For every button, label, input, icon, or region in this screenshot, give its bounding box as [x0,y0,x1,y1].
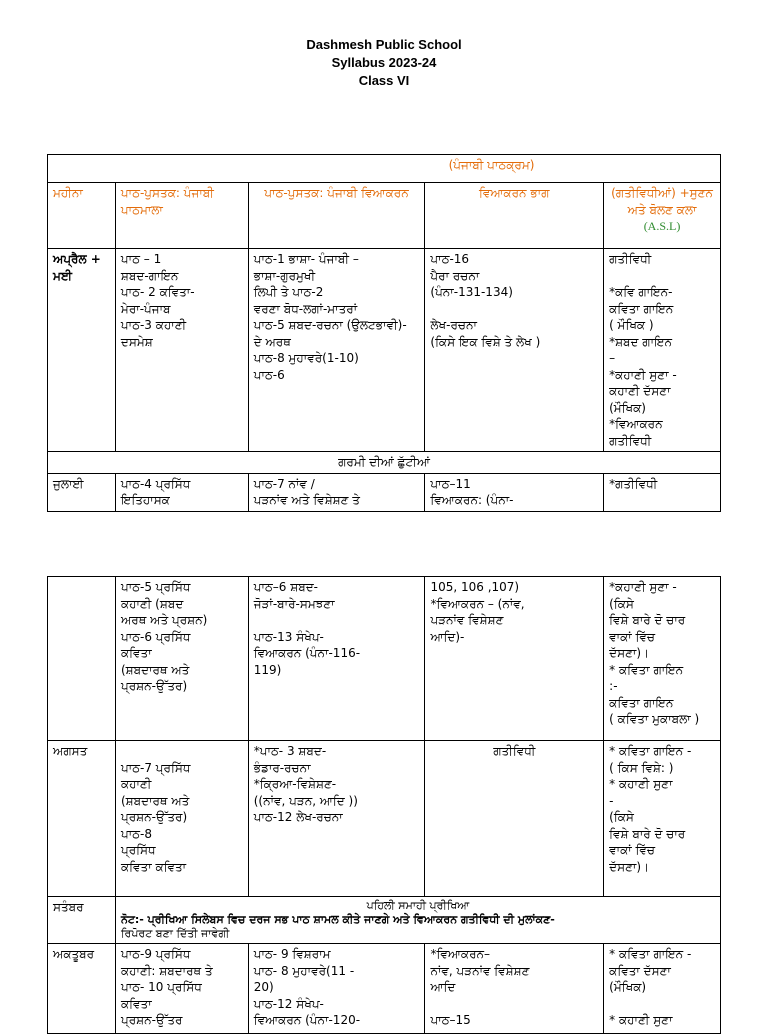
table-row [48,944,721,1034]
cell-line: ਪ੍ਰਸ਼ਨ-ਉੱਤਰ) [120,679,188,693]
cell-line: ਪਾਠ-9 ਪ੍ਰਸਿੱਧ [120,947,191,961]
exam-row [48,897,721,944]
textbook-cell [115,473,248,511]
cell-line: ਪਾਠ–15 [430,1013,471,1027]
activities-label: (ਗਤੀਵਿਧੀਆਂ) +ਸੁਣਨ ਅਤੇ ਬੋਲਣ ਕਲਾ [611,186,713,217]
cell-line: ਕਵਿਤਾ ਗਾਇਨ [609,301,674,316]
cell-line: *ਕਹਾਣੀ ਸੁਣਾ - [609,580,677,594]
cell-line: ਵਰਣਾ ਬੋਧ-ਲਗਾਂ-ਮਾਤਰਾਂ [253,301,358,316]
cell-line: ਕਵਿਤਾ [120,646,152,660]
month-cell: ਅਕਤੂਬਰ [48,944,116,1034]
asl-label: (A.S.L) [643,219,681,233]
cell-line: ਪਾਠ-7 ਨਾਂਵ / [253,476,315,491]
grammar-book-cell [248,249,425,452]
cell-line: – [609,351,616,365]
cell-line: ਪਾਠ-12 ਲੇਖ-ਰਚਨਾ [253,810,343,824]
cell-line: ਦੱਸਣਾ)। [609,646,650,660]
textbook-cell [115,249,248,452]
cell-line: 105, 106 ,107) [430,580,520,594]
cell-line: ਪ੍ਰਸਿੱਧ [120,843,156,857]
cell-line: ਕਹਾਣੀ (ਸ਼ਬਦ [120,596,184,611]
cell-line: ਪਾਠ-3 ਕਹਾਣੀ [120,318,187,332]
cell-line: ਪਾਠ-7 ਪ੍ਰਸਿੱਧ [120,760,191,775]
cell-line: ਵਿਆਕਰਨ (ਪੰਨਾ-120- [253,1013,361,1027]
syllabus-year: Syllabus 2023-24 [331,55,437,70]
cell-line: ਗਤੀਵਿਧੀ [609,433,652,448]
cell-line: ਨਾਂਵ, ਪੜਨਾਂਵ ਵਿਸ਼ੇਸ਼ਣ [430,963,530,978]
cell-line [609,996,715,1013]
cell-line: ਜੋੜਾਂ-ਬਾਰੇ-ਸਮਝਣਾ [253,596,335,611]
cell-line: ਕਵਿਤਾ ਕਵਿਤਾ [120,859,187,874]
cell-line: ਗਤੀਵਿਧੀ [493,744,536,758]
cell-line [254,612,420,629]
cell-line: ਕਵਿਤਾ ਦੱਸਣਾ [609,963,671,978]
cell-line: ( ਮੌਖਿਕ ) [609,318,654,332]
cell-line: ਭੰਡਾਰ-ਰਚਨਾ [253,760,311,775]
cell-line: * ਕਵਿਤਾ ਗਾਇਨ [609,662,684,677]
table-row [48,249,721,452]
cell-line: ਪਾਠ–6 ਸ਼ਬਦ- [253,580,319,594]
activities-cell [604,577,721,741]
cell-line: ਵਿਸ਼ੇ ਬਾਰੇ ਦੋ ਚਾਰ [609,826,686,841]
cell-line: ਪਾਠ- 10 ਪ੍ਰਸਿੱਧ [120,980,202,994]
activities-cell [604,944,721,1034]
class-name: Class VI [358,73,410,88]
cell-line: ਪਾਠ- 2 ਕਵਿਤਾ- [120,285,195,299]
grammar-part-cell [425,741,604,897]
grammar-part-cell [425,577,604,741]
cell-line: ਆਦਿ [430,980,456,994]
textbook-cell [115,944,248,1034]
cell-line: ((ਨਾਂਵ, ਪੜਨ, ਆਦਿ )) [253,793,358,808]
table-title: (ਪੰਜਾਬੀ ਪਾਠਕ੍ਰਮ) [48,155,721,183]
cell-line: ਪਾਠ-13 ਸੰਖੇਪ- [253,629,324,644]
cell-line: *ਵਿਆਕਰਨ – (ਨਾਂਵ, [430,596,525,611]
column-header-grammar-part: ਵਿਆਕਰਨ ਭਾਗ [425,183,604,249]
cell-line: ਪਾਠ-5 ਪ੍ਰਸਿੱਧ [120,580,191,594]
syllabus-table-2 [47,576,721,1034]
cell-line: ਕਵਿਤਾ [120,996,152,1011]
cell-line: * ਕਹਾਣੀ ਸੁਣਾ [609,777,673,791]
cell-line: *ਕ੍ਰਿਆ-ਵਿਸ਼ੇਸ਼ਣ- [253,777,337,791]
cell-line: ਪਾਠ – 1 [120,252,162,266]
cell-line: 20) [253,980,274,994]
grammar-part-cell [425,473,604,511]
cell-line: (ਪੰਨਾ-131-134) [430,285,513,299]
cell-line: ਪ੍ਰਸ਼ਨ-ਉੱਤਰ) [120,810,188,824]
cell-line: * ਕਵਿਤਾ ਗਾਇਨ - [609,744,692,758]
cell-line: ਲੇਖ-ਰਚਨਾ [430,318,477,332]
cell-line: (ਮੌਖਿਕ) [609,980,647,994]
cell-line: ਪੜਨਾਂਵ ਅਤੇ ਵਿਸ਼ੇਸ਼ਣ ਤੇ [253,493,360,507]
syllabus-table-1 [47,154,721,512]
cell-line: ਪਾਠ-8 [120,826,152,841]
cell-line: ਮੇਰਾ-ਪੰਜਾਬ [120,301,171,316]
cell-line: ਕਹਾਣੀ [120,777,152,791]
cell-line: *ਕਹਾਣੀ ਸੁਣਾ - [609,367,677,382]
document-header [0,36,768,90]
column-header-month: ਮਹੀਨਾ [48,183,116,249]
cell-line: ਪ੍ਰਸ਼ਨ-ਉੱਤਰ [120,1013,183,1027]
exam-note: ਨੋਟ:- ਪ੍ਰੀਖਿਆ ਸਿਲੇਬਸ ਵਿਚ ਦਰਜ ਸਭ ਪਾਠ ਸ਼ਾਮਲ ਕੀਤੇ ਜਾਣਗੇ ਅਤੇ ਵਿਆਕਰਨ ਗਤੀਵਿਧੀ ਦੀ ਮੁਲਾਂਕਣ- [120,913,555,926]
cell-line: ( ਕਵਿਤਾ ਮੁਕਾਬਲਾ ) [609,712,700,726]
cell-line: (ਕਿਸੇ [609,810,634,824]
cell-line: ਵਾਕਾਂ ਵਿੱਚ [609,843,655,857]
cell-line: ਕਹਾਣੀ: ਸ਼ਬਦਾਰਥ ਤੇ [120,963,213,978]
cell-line: *ਵਿਆਕਰਨ– [430,947,491,961]
exam-cell [115,897,720,944]
cell-line: ਵਿਆਕਰਨ (ਪੰਨਾ-116- [253,646,361,660]
cell-line: (ਮੌਖਿਕ) [609,400,646,415]
cell-line: (ਕਿਸੇ ਇਕ ਵਿਸ਼ੇ ਤੇ ਲੇਖ ) [430,334,541,349]
grammar-part-cell [425,249,604,452]
cell-line: ਵਾਕਾਂ ਵਿੱਚ [609,629,655,644]
cell-line: *ਪਾਠ- 3 ਸ਼ਬਦ- [253,744,327,758]
month-cell: ਜੁਲਾਈ [48,473,116,511]
cell-line: * ਕਵਿਤਾ ਗਾਇਨ - [609,947,692,961]
grammar-book-cell [248,944,425,1034]
grammar-part-cell [425,944,604,1034]
activities-cell [604,741,721,897]
month-cell [48,577,116,741]
column-header-activities [604,183,721,249]
vacation-label: ਗਰਮੀ ਦੀਆਂ ਛੁੱਟੀਆਂ [48,452,721,474]
textbook-cell [115,577,248,741]
month-cell: ਅਗਸਤ [48,741,116,897]
cell-line [121,743,243,760]
textbook-cell [115,741,248,897]
cell-line: ਅਰਥ ਅਤੇ ਪ੍ਰਸ਼ਨ) [120,613,208,627]
cell-line: *ਵਿਆਕਰਨ [609,417,663,431]
cell-line: ਆਦਿ)- [430,629,465,644]
cell-line [430,996,598,1013]
cell-line: ਪਾਠ–11 [430,476,471,491]
cell-line: * ਕਹਾਣੀ ਸੁਣਾ [609,1013,673,1027]
grammar-book-cell [248,473,425,511]
cell-line: ਦੇ ਅਰਥ [253,334,291,349]
cell-line: ਕਵਿਤਾ ਗਾਇਨ [609,695,674,710]
cell-line: ਪਾਠ-1 ਭਾਸ਼ਾ- ਪੰਜਾਬੀ – [253,252,359,266]
cell-line: ਪਾਠ-12 ਸੰਖੇਪ- [253,996,324,1011]
cell-line: ਪਾਠ-4 ਪ੍ਰਸਿੱਧ [120,476,191,491]
cell-line: :- [609,679,618,693]
cell-line: ਪਾਠ-5 ਸ਼ਬਦ-ਰਚਨਾ (ਉਲਟਭਾਵੀ)- [253,318,407,332]
cell-line: (ਸ਼ਬਦਾਰਥ ਅਤੇ [120,662,190,677]
cell-line: *ਸ਼ਬਦ ਗਾਇਨ [609,334,673,349]
activities-cell [604,249,721,452]
cell-line: (ਸ਼ਬਦਾਰਥ ਅਤੇ [120,793,190,808]
cell-line: ਦਸਮੇਸ਼ [120,334,153,349]
cell-line: ਪਾਠ- 8 ਮੁਹਾਵਰੇ(11 - [253,963,355,978]
cell-line: ਪਾਠ-6 ਪ੍ਰਸਿੱਧ [120,629,191,644]
cell-line: ਵਿਆਕਰਨ: (ਪੰਨਾ- [430,493,514,507]
cell-line [430,301,598,318]
exam-title: ਪਹਿਲੀ ਸਮਾਹੀ ਪ੍ਰੀਖਿਆ [366,899,470,912]
cell-line: ਪੜਨਾਂਵ ਵਿਸ਼ੇਸ਼ਣ [430,613,504,627]
cell-line: ਗਤੀਵਿਧੀ [609,252,652,266]
grammar-book-cell [248,577,425,741]
table-row [48,741,721,897]
cell-line: *ਗਤੀਵਿਧੀ [609,476,658,491]
cell-line: ਪਾਠ-8 ਮੁਹਾਵਰੇ(1-10) [253,351,359,365]
cell-line: ਭਾਸ਼ਾ-ਗੁਰਮੁਖੀ [253,268,316,283]
cell-line: ਕਹਾਣੀ ਦੱਸਣਾ [609,384,671,398]
table-title-row [48,155,721,183]
column-header-textbook: ਪਾਠ-ਪੁਸਤਕ: ਪੰਜਾਬੀ ਪਾਠਮਾਲਾ [115,183,248,249]
month-cell: ਅਪ੍ਰੈਲ + ਮਈ [48,249,116,452]
cell-line: - [609,793,614,808]
cell-line: ਪੈਰਾ ਰਚਨਾ [430,268,480,283]
cell-line: ਲਿਪੀ ਤੇ ਪਾਠ-2 [253,285,324,299]
cell-line: ਇਤਿਹਾਸਕ [120,493,170,507]
table-row [48,473,721,511]
vacation-row [48,452,721,474]
cell-line: ਪਾਠ-6 [253,367,285,382]
table-row [48,577,721,741]
column-header-grammar-book: ਪਾਠ-ਪੁਸਤਕ: ਪੰਜਾਬੀ ਵਿਆਕਰਨ [248,183,425,249]
activities-cell [604,473,721,511]
month-cell: ਸਤੰਬਰ [48,897,116,944]
cell-line: (ਕਿਸੇ [609,596,634,611]
cell-line: ਵਿਸ਼ੇ ਬਾਰੇ ਦੋ ਚਾਰ [609,613,686,627]
cell-line: 119) [253,662,282,677]
grammar-book-cell [248,741,425,897]
exam-note-2: ਰਿਪੋਰਟ ਬਣਾ ਦਿੱਤੀ ਜਾਵੇਗੀ [120,927,230,940]
cell-line: ਦੱਸਣਾ)। [609,859,650,874]
cell-line: ਪਾਠ-16 [430,252,470,266]
cell-line: ਸ਼ਬਦ-ਗਾਇਨ [120,268,179,283]
cell-line: *ਕਵਿ ਗਾਇਨ- [609,285,673,299]
column-header-row [48,183,721,249]
school-name: Dashmesh Public School [306,37,462,52]
cell-line [609,268,715,285]
cell-line: ਪਾਠ- 9 ਵਿਸ਼ਰਾਮ [253,947,331,961]
cell-line: ( ਕਿਸ ਵਿਸ਼ੇ: ) [609,760,674,775]
